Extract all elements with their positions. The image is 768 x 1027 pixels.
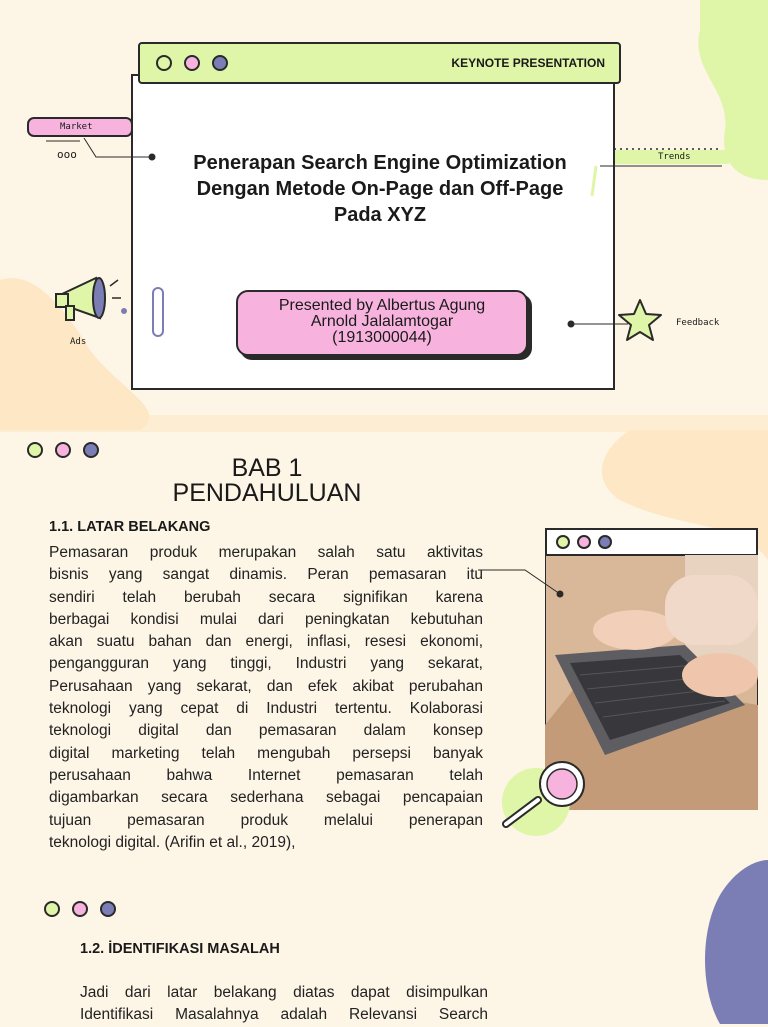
star-icon xyxy=(616,298,664,344)
callout-lines xyxy=(0,0,768,420)
photo-dot-pink xyxy=(577,535,591,549)
megaphone-icon xyxy=(52,272,124,328)
section-dot-green xyxy=(27,442,43,458)
chapter-name: PENDAHULUAN xyxy=(172,479,362,507)
market-label: Market xyxy=(60,122,93,132)
photo-connector xyxy=(475,560,575,600)
section2-dot-purple xyxy=(100,901,116,917)
feedback-label: Feedback xyxy=(676,318,720,328)
section-dot-pink xyxy=(55,442,71,458)
chapter-number: BAB 1 xyxy=(231,454,303,482)
title-line-1: Penerapan Search Engine Optimization xyxy=(193,152,567,174)
window-title: KEYNOTE PRESENTATION xyxy=(451,56,605,70)
section1-paragraph: Pemasaran produk merupakan salah satu aktivitas bisnis yang sangat dinamis. Peran pemasaran itu sendiri telah berubah secara signifikan karena berbagai kondisi mulai dari peningkatan kebutuhan akan suatu bahan dan energi, inflasi, resesi ekonomi, pengangguran yang tinggi, Industri yang sekarat, Perusahaan yang sekarat, dan efek akibat perubahan teknologi yang cepat di Industri tertentu. Kolaborasi teknologi digital dan pemasaran dalam konsep digital marketing telah mengubah persepsi banyak perusahaan bahwa Internet pemasaran telah digambarkan secara sederhana sebagai pencapaian tujuan pemasaran produk melalui penerapan teknologi digital. (Arifin et al., 2019), xyxy=(49,544,483,851)
market-sub-label: ooo xyxy=(57,148,77,161)
title-line-2: Dengan Metode On-Page dan Off-Page xyxy=(196,178,564,200)
section2-heading: 1.2. İDENTIFIKASI MASALAH xyxy=(80,941,280,957)
photo-dot-purple xyxy=(598,535,612,549)
section2-dot-pink xyxy=(72,901,88,917)
presenter-line-2: Arnold Jalalamtogar xyxy=(310,313,454,330)
title-line-3: Pada XYZ xyxy=(333,204,427,226)
ads-label: Ads xyxy=(70,337,87,347)
purple-blob-bottom-right xyxy=(705,860,768,1024)
chapter-title xyxy=(150,456,384,506)
trends-label: Trends xyxy=(658,152,691,162)
photo-dot-green xyxy=(556,535,570,549)
section2-paragraph: Jadi dari latar belakang diatas dapat disimpulkan Identifikasi Masalahnya adalah Relevansi Search xyxy=(80,984,488,1024)
magnifier-icon xyxy=(496,760,596,840)
section1-heading: 1.1. LATAR BELAKANG xyxy=(49,519,211,535)
presenter-line-1: Presented by Albertus Agung xyxy=(278,297,486,314)
section-dot-purple xyxy=(83,442,99,458)
presenter-line-3: (1913000044) xyxy=(332,329,432,346)
section2-dot-green xyxy=(44,901,60,917)
